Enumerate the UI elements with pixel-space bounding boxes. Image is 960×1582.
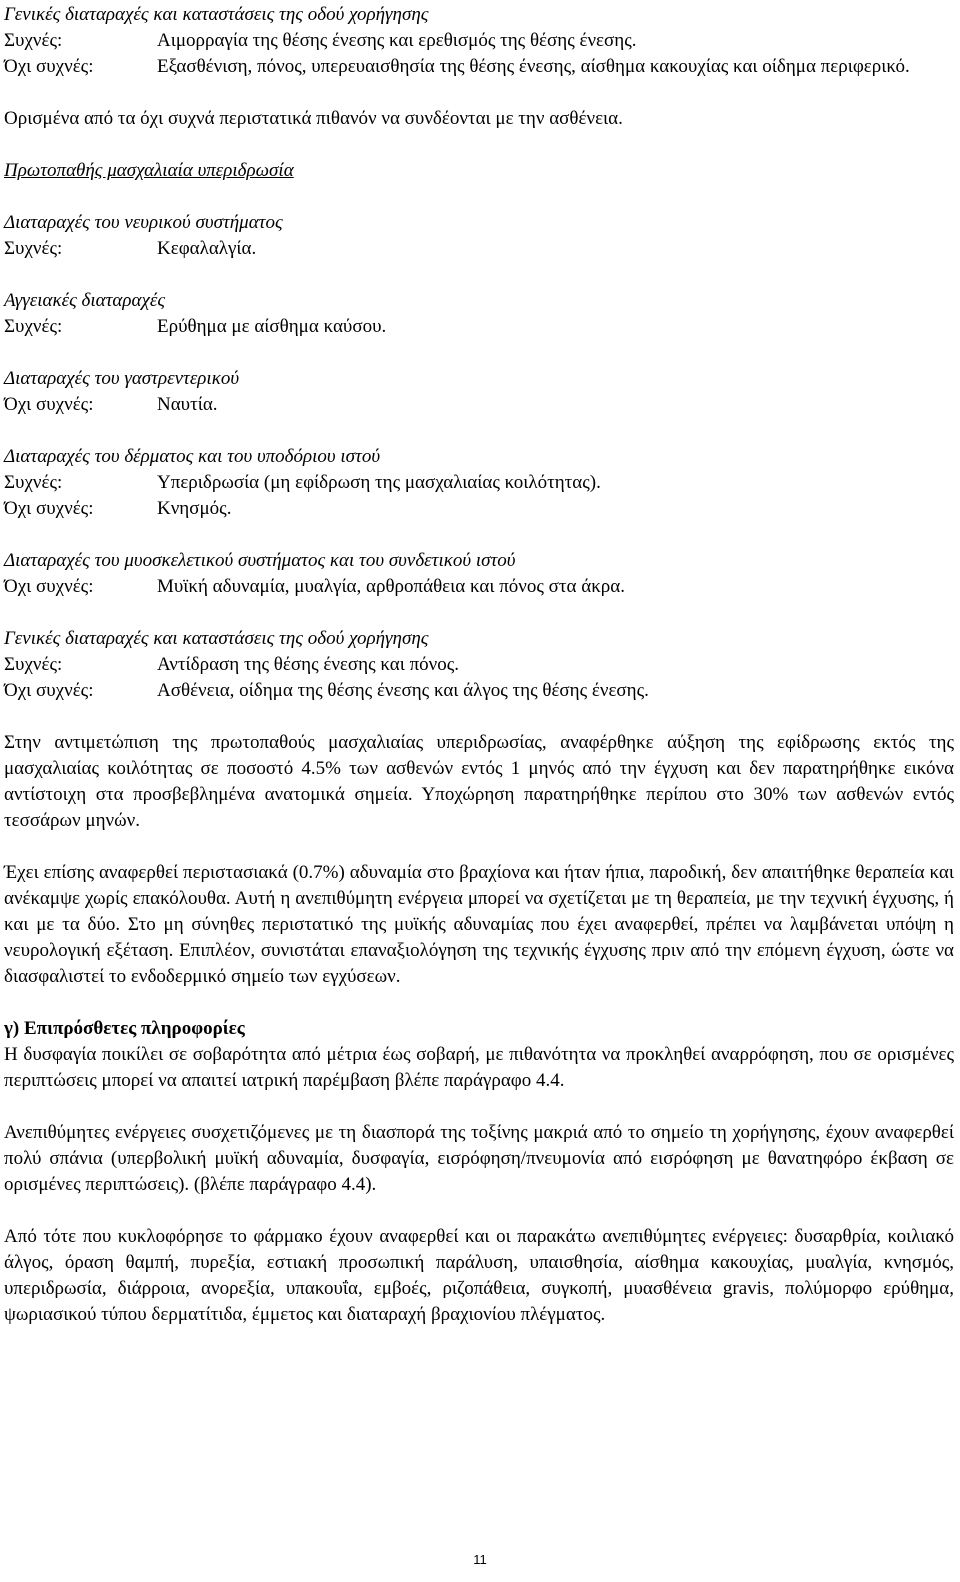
frequency-text: Κεφαλαλγία.	[157, 238, 257, 259]
paragraph: Ανεπιθύμητες ενέργειες συσχετιζόμενες με τη διασπορά της τοξίνης μακριά από το σημείο τη χορήγησης, έχουν αναφερθεί πολύ σπάνια (υπερβολική μυϊκή αδυναμία, δυσφαγία, εισρόφηση/πνευμονία από εισρόφηση με θανατηφόρο έκβαση σε ορισμένες περιπτώσεις). (βλέπε παράγραφο 4.4).	[4, 1122, 954, 1195]
section-musculoskeletal	[4, 548, 954, 600]
document-page	[4, 2, 954, 1328]
frequency-label: Όχι συχνές:	[4, 498, 94, 519]
section-heading: Γενικές διαταραχές και καταστάσεις της οδού χορήγησης	[4, 4, 429, 25]
section-nervous-system	[4, 210, 954, 262]
paragraph: Από τότε που κυκλοφόρησε το φάρμακο έχουν αναφερθεί και οι παρακάτω ανεπιθύμητες ενέργειες: δυσαρθρία, κοιλιακό άλγος, όραση θαμπή, πυρεξία, εστιακή προσωπική παράλυση, υπαισθησία, αίσθημα κακουχίας, μυαλγία, κνησμός, υπεριδρωσία, διάρροια, ανορεξία, υπακουΐα, εμβοές, ριζοπάθεια, συγκοπή, μυασθένεια gravis, πολύμορφο ερύθημα, ψωριασικού τύπου δερματίτιδα, έμμετος και διαταραχή βραχιονίου πλέγματος.	[4, 1226, 954, 1325]
frequency-text: Ναυτία.	[157, 394, 218, 415]
frequency-text: Κνησμός.	[157, 498, 232, 519]
frequency-row	[4, 54, 954, 80]
section-heading: Διαταραχές του νευρικού συστήματος	[4, 212, 283, 233]
frequency-text: Εξασθένιση, πόνος, υπερευαισθησία της θέσης ένεσης, αίσθημα κακουχίας και οίδημα περιφερικό.	[157, 56, 910, 77]
section-heading: Διαταραχές του γαστρεντερικού	[4, 368, 240, 389]
frequency-label: Συχνές:	[4, 472, 63, 493]
section-vascular	[4, 288, 954, 340]
frequency-text: Ερύθημα με αίσθημα καύσου.	[157, 316, 387, 337]
section-heading-additional-info: γ) Επιπρόσθετες πληροφορίες	[4, 1018, 245, 1039]
frequency-text: Αιμορραγία της θέσης ένεσης και ερεθισμός της θέσης ένεσης.	[157, 30, 637, 51]
frequency-row	[4, 470, 954, 496]
paragraph: Στην αντιμετώπιση της πρωτοπαθούς μασχαλιαίας υπεριδρωσίας, αναφέρθηκε αύξηση της εφίδρωσης εκτός της μασχαλιαίας κοιλότητας σε ποσοστό 4.5% των ασθενών εντός 1 μηνός από την έγχυση και δεν παρατηρήθηκε εικόνα αντίστοιχη στα προσβεβλημένα ανατομικά σημεία. Υποχώρηση παρατηρήθηκε περίπου στο 30% των ασθενών εντός τεσσάρων μηνών.	[4, 732, 954, 831]
frequency-row	[4, 574, 954, 600]
section-heading: Αγγειακές διαταραχές	[4, 290, 166, 311]
section-gastrointestinal	[4, 366, 954, 418]
page-number: 11	[473, 1552, 487, 1567]
frequency-text: Αντίδραση της θέσης ένεσης και πόνος.	[157, 654, 460, 675]
paragraph: Έχει επίσης αναφερθεί περιστασιακά (0.7%) αδυναμία στο βραχίονα και ήταν ήπια, παροδική, δεν απαιτήθηκε θεραπεία και ανέκαμψε χωρίς επακόλουθα. Αυτή η ανεπιθύμητη ενέργεια μπορεί να σχετίζεται με τη θεραπεία, με την τεχνική έγχυσης, ή και με τα δύο. Στο μη σύνηθες περιστατικό της μυϊκής αδυναμίας που έχει αναφερθεί, πρέπει να λαμβάνεται υπόψη η νευρολογική εξέταση. Επιπλέον, συνιστάται επαναξιολόγηση της τεχνικής έγχυσης πριν από την επόμενη έγχυση, ώστε να διασφαλιστεί το ενδοδερμικό σημείο των εγχύσεων.	[4, 862, 954, 987]
frequency-row	[4, 678, 954, 704]
frequency-row	[4, 652, 954, 678]
section-general-disorders	[4, 2, 954, 132]
section-heading: Διαταραχές του δέρματος και του υποδόριου ιστού	[4, 446, 381, 467]
section-heading: Γενικές διαταραχές και καταστάσεις της οδού χορήγησης	[4, 628, 429, 649]
paragraph: Η δυσφαγία ποικίλει σε σοβαρότητα από μέτρια έως σοβαρή, με πιθανότητα να προκληθεί αναρρόφηση, που σε ορισμένες περιπτώσεις μπορεί να απαιτεί ιατρική παρέμβαση βλέπε παράγραφο 4.4.	[4, 1044, 954, 1091]
section-heading: Διαταραχές του μυοσκελετικού συστήματος και του συνδετικού ιστού	[4, 550, 516, 571]
section-skin	[4, 444, 954, 522]
frequency-row	[4, 236, 954, 262]
frequency-text: Μυϊκή αδυναμία, μυαλγία, αρθροπάθεια και πόνος στα άκρα.	[157, 576, 625, 597]
frequency-label: Συχνές:	[4, 316, 63, 337]
frequency-row	[4, 392, 954, 418]
frequency-label: Όχι συχνές:	[4, 576, 94, 597]
frequency-text: Υπεριδρωσία (μη εφίδρωση της μασχαλιαίας κοιλότητας).	[157, 472, 601, 493]
frequency-row	[4, 314, 954, 340]
subsection-title: Πρωτοπαθής μασχαλιαία υπεριδρωσία	[4, 160, 294, 181]
frequency-label: Όχι συχνές:	[4, 680, 94, 701]
frequency-text: Ασθένεια, οίδημα της θέσης ένεσης και άλγος της θέσης ένεσης.	[157, 680, 649, 701]
frequency-row	[4, 496, 954, 522]
section-general-disorders-2	[4, 626, 954, 704]
frequency-label: Όχι συχνές:	[4, 56, 94, 77]
frequency-label: Όχι συχνές:	[4, 394, 94, 415]
frequency-row	[4, 28, 954, 54]
frequency-label: Συχνές:	[4, 238, 63, 259]
frequency-label: Συχνές:	[4, 30, 63, 51]
section-note: Ορισμένα από τα όχι συχνά περιστατικά πιθανόν να συνδέονται με την ασθένεια.	[4, 108, 623, 129]
frequency-label: Συχνές:	[4, 654, 63, 675]
